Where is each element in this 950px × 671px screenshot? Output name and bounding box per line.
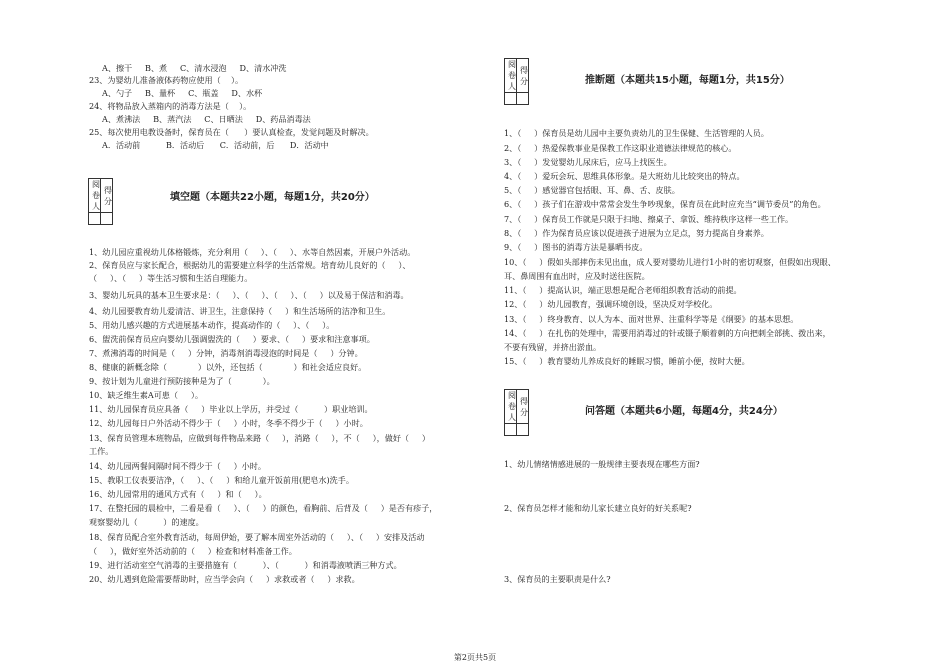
score-cell — [517, 424, 529, 436]
judge-line: 不要有残留，并挤出淤血。 — [504, 342, 602, 352]
judge-line: 6、（ ）孩子们在游戏中常常会发生争吵现象，保育员在此时应充当“调节委员”的角色。 — [504, 199, 826, 209]
fill-line: 9、按计划为儿童进行预防接种是为了（ ）。 — [89, 376, 275, 386]
score-box-qa — [504, 389, 529, 436]
fill-line: 20、幼儿遇到危险需要帮助时，应当学会向（ ）求救或者（ ）求救。 — [89, 574, 360, 584]
judge-line: 8、（ ）作为保育员应该以促进孩子进展为立足点，努力提高自身素养。 — [504, 228, 769, 238]
page-footer: 第2页共5页 — [453, 653, 497, 662]
reviewer-cell — [505, 93, 517, 105]
judge-line: 1、（ ）保育员是幼儿园中主要负责幼儿的卫生保健、生活管理的人员。 — [504, 128, 769, 138]
qa-question: 1、幼儿情绪情感进展的一般规律主要表现在哪些方面? — [504, 459, 700, 469]
fill-line: 工作。 — [89, 446, 114, 456]
score-label: 得分 — [517, 59, 529, 93]
score-label: 得分 — [101, 179, 113, 213]
fill-line: （ ），做好室外活动前的（ ）检查和材料准备工作。 — [89, 546, 297, 556]
qa-question: 3、保育员的主要职责是什么? — [504, 574, 611, 584]
fill-line: 12、幼儿园每日户外活动不得少于（ ）小时，冬季不得少于（ ）小时。 — [89, 418, 368, 428]
fill-line: 2、保育员应与家长配合，根据幼儿的需要建立科学的生活常规。培育幼儿良好的（ ）、 — [89, 260, 411, 270]
reviewer-cell — [89, 213, 101, 225]
fill-line: （ ）、（ ）等生活习惯和生活自理能力。 — [89, 273, 253, 283]
q23-question: 23、为婴幼儿准备液体药物应使用（ ）。 — [89, 75, 244, 85]
judge-line: 9、（ ）图书的消毒方法是暴晒书皮。 — [504, 242, 648, 252]
fill-line: 3、婴幼儿玩具的基本卫生要求是：（ ）、（ ）、（ ）、（ ）以及易于保洁和消毒。 — [89, 290, 409, 300]
q22-options: A、擦干 B、煮 C、清水浸泡 D、清水冲洗 — [102, 63, 287, 73]
fill-line: 14、幼儿园两餐间隔时间不得少于（ ）小时。 — [89, 461, 266, 471]
q23-options: A、勺子 B、量杯 C、瓶盖 D、水杯 — [102, 88, 263, 98]
judge-line: 10、（ ）假如头部摔伤未见出血，成人要对婴幼儿进行1小时的密切观察，但假如出现眼、 — [504, 257, 836, 267]
judge-line: 7、（ ）保育员工作就是只限于扫地、擦桌子、拿饭、维持秩序这样一些工作。 — [504, 214, 794, 224]
judge-line: 4、（ ）爱玩会玩、思维具体形象。是大班幼儿比较突出的特点。 — [504, 171, 745, 181]
fill-line: 8、健康的新概念除（ ）以外，还包括（ ）和社会适应良好。 — [89, 362, 367, 372]
judge-line: 13、（ ）终身教育、以人为本、面对世界、注重科学等是《纲要》的基本思想。 — [504, 314, 799, 324]
q25-options: A．活动前 B．活动后 C．活动前，后 D．活动中 — [102, 140, 329, 150]
score-cell — [101, 213, 113, 225]
judge-line: 14、（ ）在扎伤的处理中，需要用消毒过的针或镊子顺着刺的方向把刺全部挑、拨出来， — [504, 328, 831, 338]
qa-section-title: 问答题（本题共6小题，每题4分，共24分） — [585, 406, 783, 417]
fill-line: 11、幼儿园保育员应具备（ ）毕业以上学历，并受过（ ）职业培训。 — [89, 404, 373, 414]
judge-line: 2、（ ）热爱保教事业是保教工作这职业道德法律规范的核心。 — [504, 143, 737, 153]
reviewer-cell — [505, 424, 517, 436]
judge-line: 11、（ ）提高认识，端正思想是配合老师组织教育活动的前提。 — [504, 285, 742, 295]
fill-section-title: 填空题（本题共22小题，每题1分，共20分） — [170, 192, 375, 203]
score-cell — [517, 93, 529, 105]
judge-line: 5、（ ）感觉器官包括眼、耳、鼻、舌、皮肤。 — [504, 185, 680, 195]
fill-line: 7、煮沸消毒的时间是（ ）分钟，消毒剂消毒浸泡的时间是（ ）分钟。 — [89, 348, 363, 358]
score-label: 得分 — [517, 390, 529, 424]
judge-line: 15、（ ）教育婴幼儿养成良好的睡眠习惯，睡前小便，按时大便。 — [504, 356, 750, 366]
reviewer-label: 阅卷人 — [505, 59, 517, 93]
fill-line: 1、幼儿园应重视幼儿体格锻炼，充分利用（ ）、（ ）、水等自然因素，开展户外活动。 — [89, 247, 416, 257]
score-box-judge — [504, 58, 529, 105]
qa-question: 2、保育员怎样才能和幼儿家长建立良好的好关系呢? — [504, 503, 692, 513]
fill-line: 4、幼儿园要教育幼儿爱清洁、讲卫生，注意保持（ ）和生活场所的洁净和卫生。 — [89, 306, 391, 316]
reviewer-label: 阅卷人 — [505, 390, 517, 424]
q24-question: 24、将物品放入蒸箱内的消毒方法是（ ）。 — [89, 101, 252, 111]
q25-question: 25、每次使用电教设备时，保育员在（ ）要认真检查，发觉问题及时解决。 — [89, 127, 374, 137]
fill-line: 13、保育员管理本班物品，应做到每件物品来路（ ），消路（ ），不（ ），做好（ ） — [89, 433, 430, 443]
fill-line: 19、进行活动室空气消毒的主要措施有（ ）、（ ）和消毒液喷洒三种方式。 — [89, 560, 402, 570]
fill-line: 18、保育员配合室外教育活动，每周伊始，要了解本周室外活动的（ ）、（ ）安排及活动 — [89, 532, 425, 542]
fill-line: 16、幼儿园常用的通风方式有（ ）和（ ）。 — [89, 489, 267, 499]
fill-line: 5、用幼儿感兴趣的方式进展基本动作，提高动作的（ ）、（ ）。 — [89, 320, 335, 330]
fill-line: 10、缺乏维生素A可患（ ）。 — [89, 390, 203, 400]
judge-section-title: 推断题（本题共15小题，每题1分，共15分） — [585, 75, 790, 86]
score-box-fill — [88, 178, 113, 225]
fill-line: 观察婴幼儿（ ）的速度。 — [89, 517, 204, 527]
judge-line: 3、（ ）发觉婴幼儿尿床后，应马上找医生。 — [504, 157, 672, 167]
reviewer-label: 阅卷人 — [89, 179, 101, 213]
judge-line: 耳、鼻周围有血出时，应及时送往医院。 — [504, 271, 650, 281]
judge-line: 12、（ ）幼儿园教育，强调环境创设，坚决反对学校化。 — [504, 299, 718, 309]
fill-line: 17、在整托园的晨检中，二看是看（ ）、（ ）的颜色，看胸前、后背及（ ）是否有疹子， — [89, 503, 438, 513]
fill-line: 15、教职工仪表要洁净，（ ）、（ ）和给儿童开饭前用(肥皂水)洗手。 — [89, 475, 354, 485]
fill-line: 6、盥洗前保育员应向婴幼儿强调盥洗的（ ）要求、（ ）要求和注意事项。 — [89, 334, 375, 344]
q24-options: A、煮沸法 B、蒸汽法 C、日晒法 D、药品消毒法 — [102, 114, 311, 124]
